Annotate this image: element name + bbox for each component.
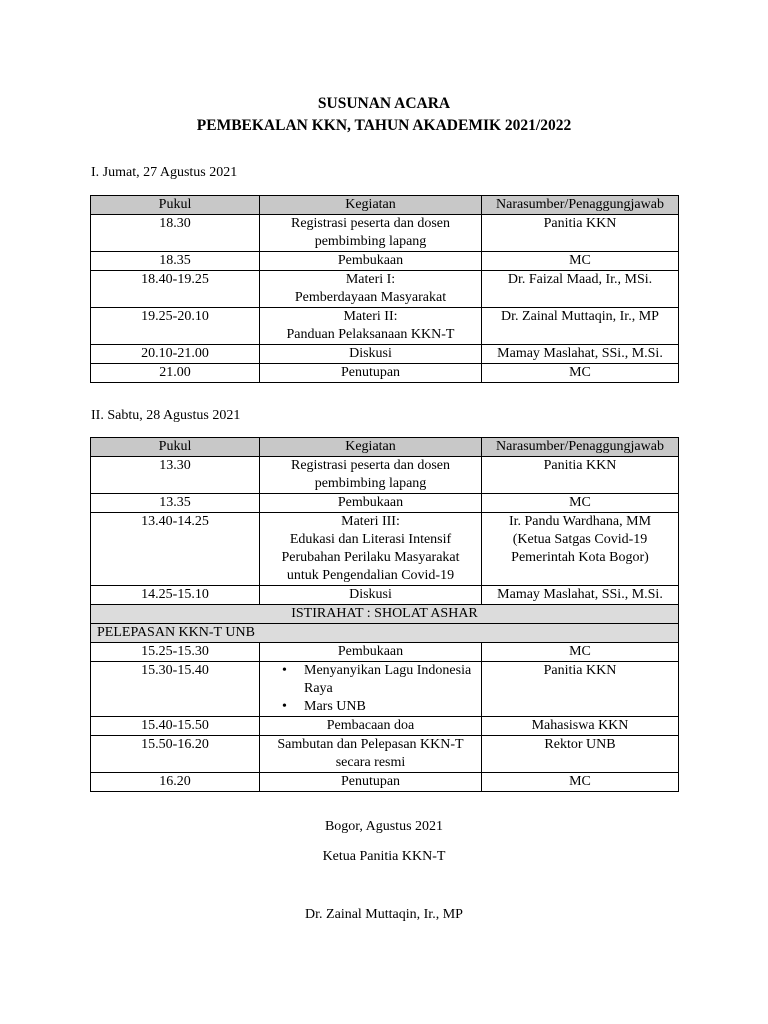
cell-time: 15.30-15.40 (91, 662, 260, 717)
header-kegiatan: Kegiatan (260, 438, 482, 457)
cell-time: 16.20 (91, 773, 260, 792)
cell-time: 18.40-19.25 (91, 271, 260, 308)
cell-time: 18.35 (91, 252, 260, 271)
bullet-list (264, 662, 477, 716)
cell-activity: Pembacaan doa (260, 717, 482, 736)
day2-schedule-table (90, 437, 679, 792)
cell-person: Mamay Maslahat, SSi., M.Si. (482, 345, 679, 364)
table-row (91, 513, 679, 586)
cell-person: MC (482, 643, 679, 662)
table-row (91, 215, 679, 252)
cell-person: Ir. Pandu Wardhana, MM (Ketua Satgas Covid-19 Pemerintah Kota Bogor) (482, 513, 679, 586)
table-row (91, 252, 679, 271)
document-title: SUSUNAN ACARA (317, 95, 451, 112)
list-item: • Mars UNB (304, 698, 477, 716)
cell-person: MC (482, 252, 679, 271)
cell-time: 13.35 (91, 494, 260, 513)
section-row (91, 624, 679, 643)
day2-label: II. Sabtu, 28 Agustus 2021 (91, 408, 241, 423)
header-narasumber: Narasumber/Penaggungjawab (482, 196, 679, 215)
cell-person: Panitia KKN (482, 662, 679, 717)
cell-activity: Materi III: Edukasi dan Literasi Intensif Perubahan Perilaku Masyarakat untuk Pengendalian Covid-19 (260, 513, 482, 586)
cell-time: 15.50-16.20 (91, 736, 260, 773)
cell-time: 15.40-15.50 (91, 717, 260, 736)
cell-person: MC (482, 773, 679, 792)
cell-person: Panitia KKN (482, 457, 679, 494)
table-row (91, 736, 679, 773)
cell-time: 14.25-15.10 (91, 586, 260, 605)
document-subtitle: PEMBEKALAN KKN, TAHUN AKADEMIK 2021/2022 (196, 117, 572, 134)
cell-person: Panitia KKN (482, 215, 679, 252)
cell-person: Dr. Faizal Maad, Ir., MSi. (482, 271, 679, 308)
header-pukul: Pukul (91, 196, 260, 215)
header-pukul: Pukul (91, 438, 260, 457)
break-label: ISTIRAHAT : SHOLAT ASHAR (91, 605, 679, 624)
signatory-role: Ketua Panitia KKN-T (322, 849, 446, 864)
cell-time: 13.30 (91, 457, 260, 494)
day1-label: I. Jumat, 27 Agustus 2021 (91, 165, 238, 180)
cell-activity: Pembukaan (260, 494, 482, 513)
cell-activity: Registrasi peserta dan dosen pembimbing lapang (260, 457, 482, 494)
section-label: PELEPASAN KKN-T UNB (91, 624, 679, 643)
table-row (91, 364, 679, 383)
table-row (91, 773, 679, 792)
table-row (91, 494, 679, 513)
cell-activity: Materi I: Pemberdayaan Masyarakat (260, 271, 482, 308)
signatory-name: Dr. Zainal Muttaqin, Ir., MP (305, 907, 463, 922)
cell-activity-bullets (260, 662, 482, 717)
header-narasumber: Narasumber/Penaggungjawab (482, 438, 679, 457)
cell-activity: Penutupan (260, 773, 482, 792)
table-row (91, 586, 679, 605)
cell-person: MC (482, 364, 679, 383)
table-row (91, 345, 679, 364)
cell-activity: Materi II: Panduan Pelaksanaan KKN-T (260, 308, 482, 345)
table-row (91, 662, 679, 717)
break-row (91, 605, 679, 624)
cell-person: Rektor UNB (482, 736, 679, 773)
cell-activity: Diskusi (260, 586, 482, 605)
table-row (91, 271, 679, 308)
cell-time: 15.25-15.30 (91, 643, 260, 662)
cell-time: 13.40-14.25 (91, 513, 260, 586)
day1-schedule-table (90, 195, 679, 383)
cell-activity: Pembukaan (260, 643, 482, 662)
place-date: Bogor, Agustus 2021 (324, 819, 444, 834)
table-row (91, 717, 679, 736)
cell-time: 19.25-20.10 (91, 308, 260, 345)
list-item: • Menyanyikan Lagu Indonesia Raya (304, 662, 477, 698)
cell-person: Dr. Zainal Muttaqin, Ir., MP (482, 308, 679, 345)
header-kegiatan: Kegiatan (260, 196, 482, 215)
cell-time: 18.30 (91, 215, 260, 252)
cell-time: 21.00 (91, 364, 260, 383)
cell-activity: Registrasi peserta dan dosen pembimbing lapang (260, 215, 482, 252)
table-header-row (91, 196, 679, 215)
table-row (91, 643, 679, 662)
cell-person: Mahasiswa KKN (482, 717, 679, 736)
cell-activity: Pembukaan (260, 252, 482, 271)
cell-person: Mamay Maslahat, SSi., M.Si. (482, 586, 679, 605)
table-row (91, 308, 679, 345)
table-row (91, 457, 679, 494)
cell-activity: Sambutan dan Pelepasan KKN-T secara resmi (260, 736, 482, 773)
cell-activity: Diskusi (260, 345, 482, 364)
table-header-row (91, 438, 679, 457)
cell-activity: Penutupan (260, 364, 482, 383)
cell-time: 20.10-21.00 (91, 345, 260, 364)
cell-person: MC (482, 494, 679, 513)
